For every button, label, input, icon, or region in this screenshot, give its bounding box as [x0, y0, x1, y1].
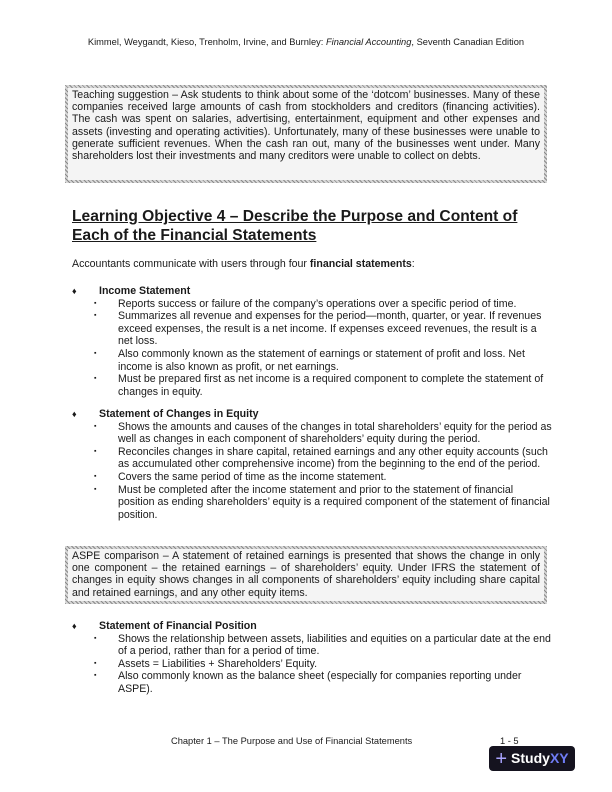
section-title: Income Statement — [99, 285, 191, 297]
square-bullet-icon — [72, 658, 118, 671]
brand-name: Study — [511, 749, 550, 766]
square-bullet-icon — [72, 670, 118, 695]
aspe-comparison-text: ASPE comparison – A statement of retained earnings is presented that shows the change in only one component – the retained earnings – of shareholders’ equity. Under IFRS the statement of changes in equity shows changes in all components of shareholders’ equity including share capital and retained earnings, and any other equity items. — [72, 550, 540, 599]
section-title: Statement of Financial Position — [99, 620, 257, 632]
section-financial-position — [72, 620, 552, 696]
running-header — [0, 37, 612, 47]
section-changes-in-equity — [72, 408, 552, 521]
square-bullet-icon — [72, 310, 118, 348]
list-item: ▪ Must be completed after the income statement and prior to the statement of financial position as ending shareholders’ equity is a required component of the statement of financial position. — [72, 484, 552, 522]
studyxy-badge[interactable] — [489, 746, 575, 771]
section-title: Statement of Changes in Equity — [99, 408, 259, 420]
brand-name-accent: XY — [549, 749, 569, 766]
list-item: ▪ Also commonly known as the statement of earnings or statement of profit and loss. Net income is also known as profit, or net earnings. — [72, 348, 552, 373]
square-bullet-icon — [72, 471, 118, 484]
header-edition: , Seventh Canadian Edition — [411, 37, 525, 47]
list-item: ▪ Shows the relationship between assets, liabilities and equities on a particular date at the end of a period, rather than for a period of time. — [72, 633, 552, 658]
list-item: ▪ Also commonly known as the balance sheet (especially for companies reporting under ASPE). — [72, 670, 552, 695]
header-book-title: Financial Accounting — [325, 37, 412, 47]
footer-chapter-title: Chapter 1 – The Purpose and Use of Financial Statements — [171, 736, 413, 746]
list-item: ▪ Must be prepared first as net income is a required component to complete the statement of changes in equity. — [72, 373, 552, 398]
intro-bold-term: financial statements — [309, 258, 412, 270]
intro-paragraph — [72, 258, 415, 270]
teaching-suggestion-text: Teaching suggestion – Ask students to think about some of the ‘dotcom’ businesses. Many of these companies received large amounts of cash from stockholders and creditors (financing activities). The cash was spent on salaries, advertising, entertainment, equipment and other expenses and assets (investing and operating activities). Unfortunately, many of these businesses were unable to generate sufficient revenues. When the cash ran out, many of the businesses went under. Many shareholders lost their investments and many creditors were unable to collect on debts. — [72, 89, 540, 163]
square-bullet-icon — [72, 348, 118, 373]
square-bullet-icon — [72, 446, 118, 471]
square-bullet-icon — [72, 421, 118, 446]
section-income-statement — [72, 285, 552, 398]
list-item: ▪ Shows the amounts and causes of the changes in total shareholders’ equity for the period as well as changes in each component of shareholders’ equity during the period. — [72, 421, 552, 446]
list-item: ▪ Summarizes all revenue and expenses for the period—month, quarter, or year. If revenues exceed expenses, the result is a net income. If expenses exceed revenues, the result is a net loss. — [72, 310, 552, 348]
square-bullet-icon — [72, 484, 118, 522]
aspe-comparison-box — [65, 546, 547, 604]
learning-objective-title: Learning Objective 4 – Describe the Purpose and Content of Each of the Financial Statements — [72, 208, 518, 244]
square-bullet-icon — [72, 373, 118, 398]
square-bullet-icon — [72, 298, 118, 311]
page-number: 1 - 5 — [500, 736, 519, 746]
list-item: ▪ Assets = Liabilities + Shareholders’ Equity. — [72, 658, 552, 671]
diamond-bullet-icon: ♦ — [72, 621, 77, 631]
square-bullet-icon — [72, 633, 118, 658]
plus-icon: + — [495, 747, 508, 770]
diamond-bullet-icon: ♦ — [72, 286, 77, 296]
intro-suffix: : — [411, 258, 415, 270]
list-item: ▪ Covers the same period of time as the income statement. — [72, 471, 552, 484]
list-item: ▪ Reconciles changes in share capital, retained earnings and any other equity accounts (such as accumulated other comprehensive income) from the beginning to the end of the period. — [72, 446, 552, 471]
diamond-bullet-icon: ♦ — [72, 409, 77, 419]
header-authors: Kimmel, Weygandt, Kieso, Trenholm, Irvine, and Burnley: — [87, 37, 326, 47]
teaching-suggestion-box — [65, 85, 547, 183]
intro-text: Accountants communicate with users through four — [72, 258, 310, 270]
list-item: ▪ Reports success or failure of the company’s operations over a specific period of time. — [72, 298, 552, 311]
